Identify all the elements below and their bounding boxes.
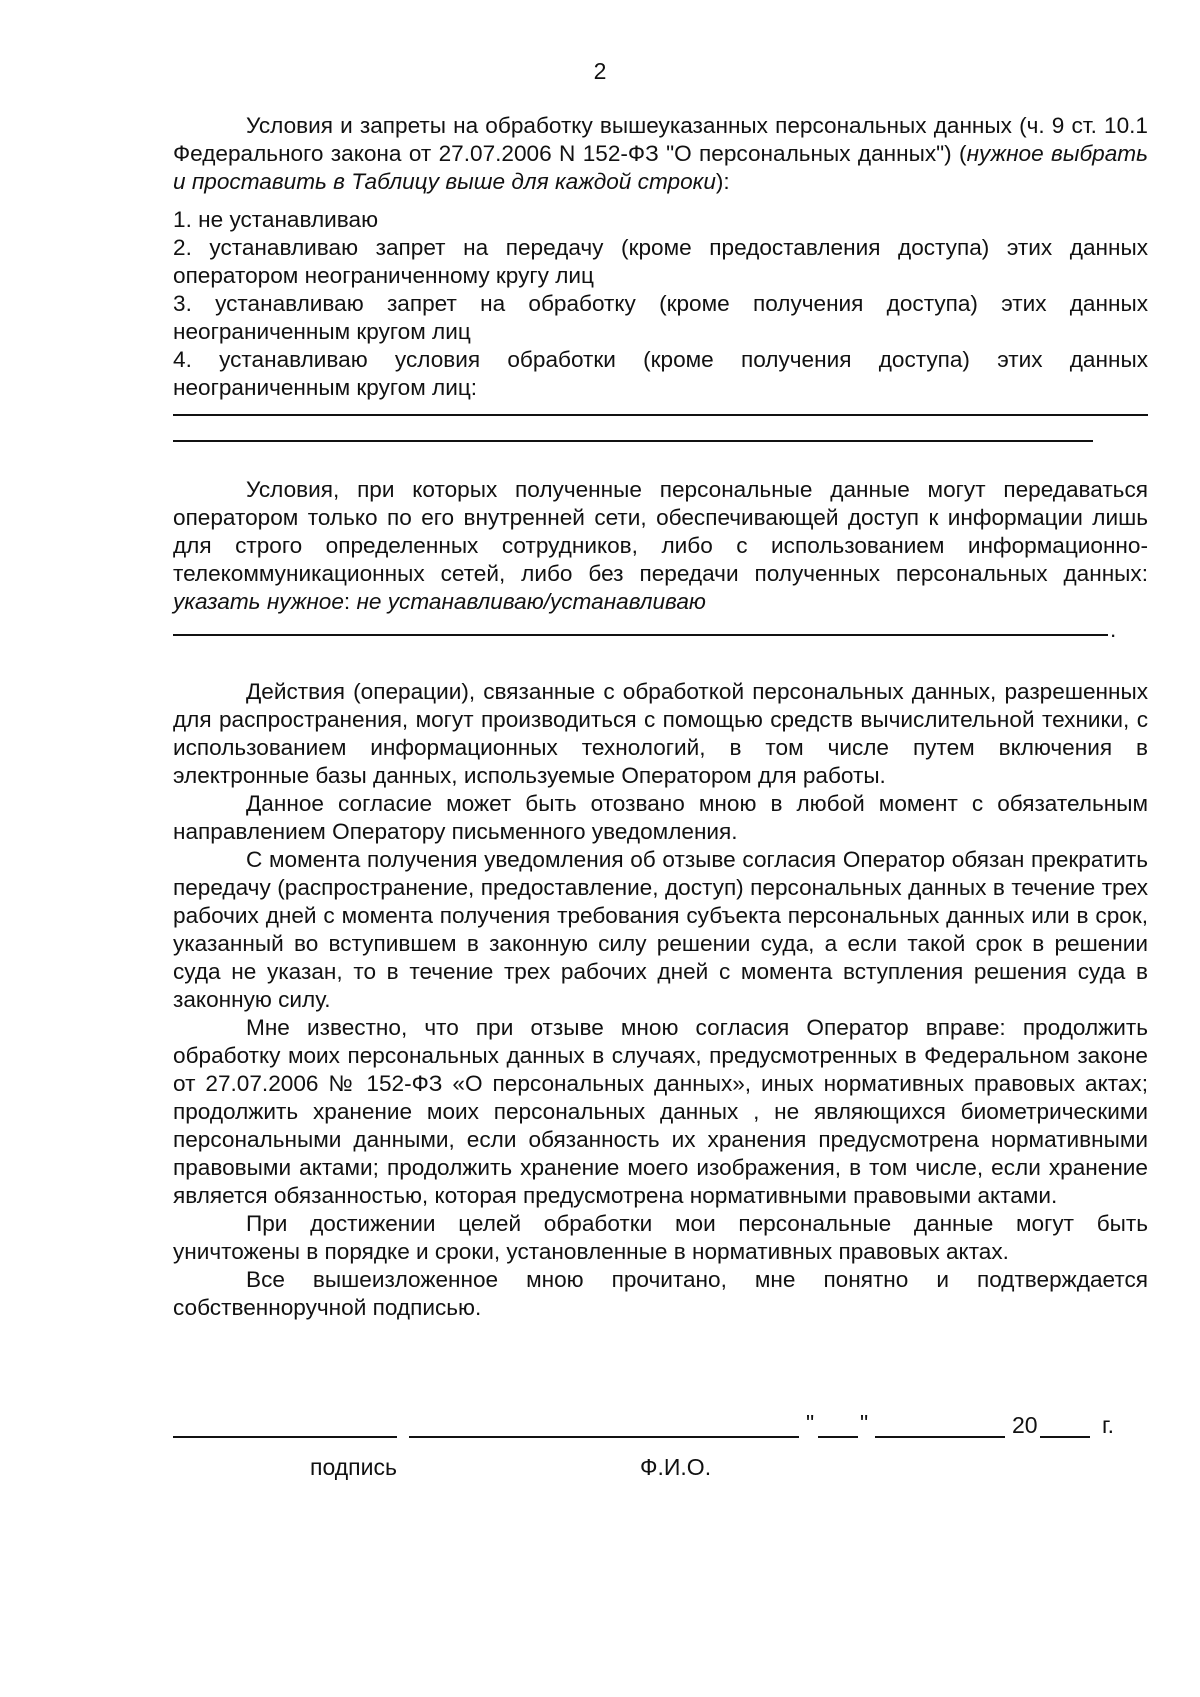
option-item: 4. устанавливаю условия обработки (кроме получения доступа) этих данных неограниченным кругом лиц: (173, 347, 1148, 400)
signature-line (173, 1436, 397, 1438)
option-item: 2. устанавливаю запрет на передачу (кроме предоставления доступа) этих данных оператором неограниченному кругу лиц (173, 235, 1148, 288)
transfer-fill-in (173, 616, 1148, 650)
quote-open: " (806, 1410, 815, 1436)
name-line (409, 1436, 799, 1438)
year-suffix: г. (1102, 1412, 1114, 1438)
options-list (173, 206, 1148, 402)
transfer-conditions: Условия, при которых полученные персональные данные могут передаваться оператором только по его внутренней сети, обеспечивающей доступ к информации лишь для строго определенных сотрудников, либо с использованием информационно-телекоммуникационных сетей, либо без передачи полученных персональных данных: указать нужное: не устанавливаю/устанавливаю (173, 477, 1148, 614)
fill-in-line-3 (173, 634, 1108, 636)
month-line (875, 1436, 1005, 1438)
year-prefix: 20 (1012, 1412, 1038, 1438)
fill-in-line-2 (173, 440, 1093, 442)
year-line (1040, 1436, 1090, 1438)
line-end-period: . (1110, 617, 1117, 642)
name-label: Ф.И.О. (640, 1454, 712, 1480)
conditions-intro: Условия и запреты на обработку вышеуказанных персональных данных (ч. 9 ст. 10.1 Федерального закона от 27.07.2006 N 152-ФЗ "О персональных данных") (нужное выбрать и проставить в Таблицу выше для каждой строки): (173, 113, 1148, 194)
paragraph-withdrawal: Данное согласие может быть отозвано мною в любой момент с обязательным направлением Оператору письменного уведомления. (173, 791, 1148, 844)
paragraph-operator-rights: Мне известно, что при отзыве мною согласия Оператор вправе: продолжить обработку моих персональных данных в случаях, предусмотренных в Федеральном законе от 27.07.2006 № 152-ФЗ «О персональных данных», иных нормативных правовых актах; продолжить хранение моих персональных данных , не являющихся биометрическими персональными данными, если обязанность их хранения предусмотрена нормативными правовыми актами; продолжить хранение моего изображения, в том числе, если хранение является обязанностью, которая предусмотрена нормативными правовыми актами. (173, 1015, 1148, 1208)
document-body (173, 112, 1148, 1322)
option-item: 3. устанавливаю запрет на обработку (кроме получения доступа) этих данных неограниченным кругом лиц (173, 291, 1148, 344)
paragraph-confirmation: Все вышеизложенное мною прочитано, мне понятно и подтверждается собственноручной подписью. (173, 1267, 1148, 1320)
paragraph-operations: Действия (операции), связанные с обработкой персональных данных, разрешенных для распространения, могут производиться с помощью средств вычислительной техники, с использованием информационных технологий, в том числе путем включения в электронные базы данных, используемые Оператором для работы. (173, 679, 1148, 788)
signature-label: подпись (310, 1454, 397, 1480)
paragraph-destruction: При достижении целей обработки мои персональные данные могут быть уничтожены в порядке и сроки, установленные в нормативных правовых актах. (173, 1211, 1148, 1264)
paragraph-termination: С момента получения уведомления об отзыве согласия Оператор обязан прекратить передачу (распространение, предоставление, доступ) персональных данных в течение трех рабочих дней с момента получения требования субъекта персональных данных или в срок, указанный во вступившем в законную силу решении суда, а если такой срок в решении суда не указан, то в течение трех рабочих дней с момента вступления решения суда в законную силу. (173, 847, 1148, 1012)
quote-close: " (860, 1410, 869, 1436)
option-item: 1. не устанавливаю (173, 207, 379, 232)
fill-in-line-1 (173, 414, 1148, 416)
day-line (818, 1436, 858, 1438)
page-number: 2 (593, 58, 607, 84)
